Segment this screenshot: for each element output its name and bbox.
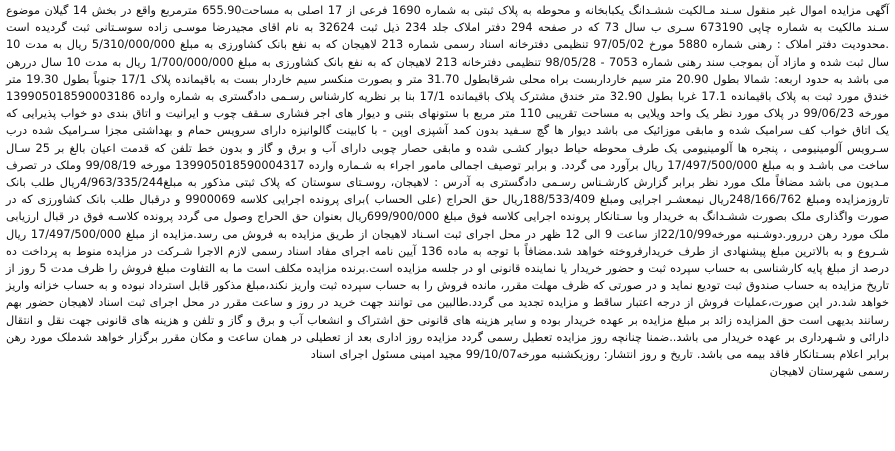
notice-signature-line: رسمی شهرستان لاهیجان	[769, 365, 889, 379]
notice-body-text: آگهی مزایده اموال غیر منقول سـند مـالکیت ششـدانگ یکبابخانه و محوطه به پلاک ثبتی به شماره 1690 فرعی از 17 اصلی به مساحت655.90 مترمربع واقع در بخش 14 گیلان موضوع سـند مالکیت به شماره چاپی 673190 سـری ب سال 73 که در صفحه 294 دفتر املاک جلد 234 ذیل ثبت 32624 به نام اقای مجیدرضا موسـی زاده سوسـتانی ثبت گردیده است .محدودیت دفتر املاک : رهنی شماره 5880 مورخ 97/05/02 تنظیمی دفترخانه اسناد رسمی شماره 213 لاهیجان که به نفع بانک کشاورزی به مبلغ 5/310/000/000 ریال به مدت 10 سال ثبت شده و مازاد آن بموجب سند رهنی شماره 7053 - 98/05/28 تنظیمی دفترخانه 213 لاهیجان که به نفع بانک کشاورزی به مبلغ 1/700/000/000 ریال به مدت 10 سال دررهن می باشد به حدود اربعه: شمالا بطول 20.90 متر سیم خارداربست براه محلی شرقابطول 31.70 متر و بصورت منکسر سیم خاردار بست به باقیمانده پلاک 17/1 جنوباً بطول 19.30 متر خندق مورد ثبت به پلاک باقیمانده 17.1 غربا بطول 32.90 متر خندق مشترک پلاک باقیمانده 17/1 بنا بر نظریه کارشناس رسـمی دادگستری به شماره وارده 139905018590003186 مورخه 99/06/23 در پلاک مورد نظر یک واحد ویلایی به مساحت تقریبی 110 متر مربع با ستونهای بتنی و دیوار های اجر فشاری سـقف چوب و ایرانیت و اتاق بندی دو خواب پذیرایی که یک اتاق خواب کف سرامیک شده و مابقی موزائیک می باشد دیوار ها گچ سـفید بدون کمد آشپزی اوپن - با کابینت گالوانیزه دارای سرویس حمام و بهداشتی مجزا سـرامیک شده درب سـرویس آلومینیومی ، پنجره ها آلومینیومی یک طرف محوطه حیاط دیوار کشـی شده و مابقی حصار چوبی دارای آب و برق و گاز و بدون خط تلفن که قدمت اعیان بالغ بر 25 سـال ساخت می باشـد و به مبلغ 17/497/500/000 ریال برآورد می گردد. و برابر توصیف اجمالی مامور اجراء به شـماره وارده 139905018590004317 مورخه 99/08/19 وملک در تصرف مـدیون می باشد مضافاً ملک مورد نظر برابر گزارش کارشـناس رسـمی دادگستری به آدرس : لاهیجان، روسـتای سوستان که پلاک ثبتی مذکور به مبلغ4/963/335/244ریال طلب بانک تاروزمزایده ومبلغ 248/166/762ریال نیمعشـر اجرایی ومبلغ 188/533/409ریال حق الحراج (علی الحساب )برای پرونده اجرایی کلاسه 9900069 و درقبال طلب بانک کشاورزی که در صورت واگذاری ملک بصورت ششـدانگ به خریدار وبا سـتانکار پرونده اجرایی کلاسه فوق مبلغ 699/900/000ریال بعنوان حق الحراج وصول می گردد پرونده کلاسـه فوق در قبال ارزیابی ملک مورد رهن دررور.دوشـنبه مورخه22/10/99از ساعت 9 الی 12 ظهر در محل اجرای ثبت اسـناد لاهیجان از طریق مزایده به فروش می رسد.مزایده از مبلغ 17/497/500/000 ریال شـروع و به بالاترین مبلغ پیشنهادی از طرف خریدارفروخته خواهد شد.مضافاً با توجه به ماده 136 آیین نامه اجرای مفاد اسناد رسمی لازم الاجرا شـرکت در مزایده منوط به پرداخت ده درصد از مبلغ پایه کارشناسی به حساب سپرده ثبت و حضور خریدار یا نماینده قانونی او در جلسه مزایده است.برنده مزایده مکلف است ما به التفاوت مبلغ فروش را ظرف مدت 5 روز از تاریخ مزایده به حساب صندوق ثبت تودیع نماید و در صورتی که ظرف مهلت مقرر، مانده فروش را به حساب سپرده ثبت واریز نکند،مبلغ مذکور قابل استرداد نبوده و به حساب خزانه واریز خواهد شد.در این صورت،عملیات فروش از درجه اعتبار ساقط و مزایده تجدید می گردد.طالبین می توانند جهت خرید در روز و ساعت مقرر در محل اجرای ثبت اسناد لاهیجان حضور بهم رسانند بدیهی است حق المزایده زائد بر مبلغ مزایده بر عهده خریدار بوده و سایر هزینه های قانونی حق اشتراک و انشعاب آب و برق و گاز و تلفن و هزینه های قانونی جهت نقل و انتقال دارائی و شـهرداری بر عهده خریدار می باشد..ضمنا چنانچه روز مزایده تعطیل رسمی گردد مزایده روز اداری بعد از تعطیلی در همان ساعت و مکان مقرر برگزار خواهد شدملک مورد رهن برابر اعلام بسـتانکار فاقد بیمه می باشد. تاریخ و روز انتشار: روزیکشنبه مورخه99/10/07 مجید امینی مسئول اجرای اسناد	[6, 4, 890, 362]
